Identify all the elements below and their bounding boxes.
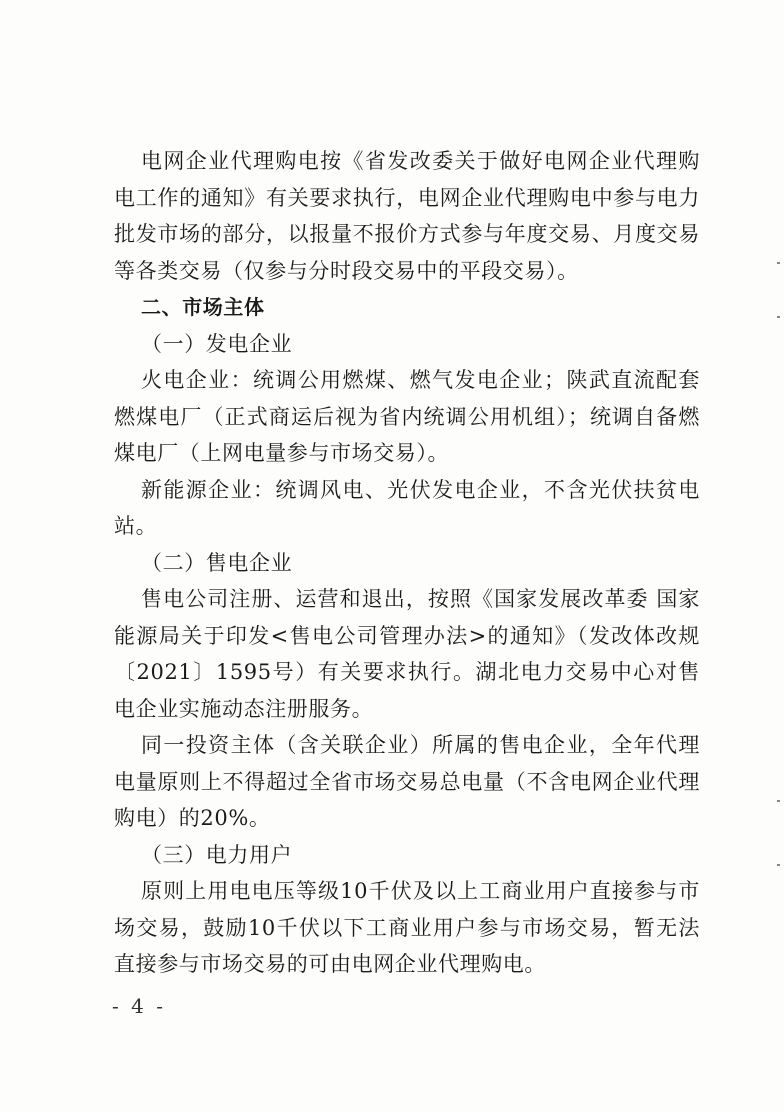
- document-body: [114, 143, 700, 983]
- paragraph-retail-cap: 同一投资主体（含关联企业）所属的售电企业，全年代理电量原则上不得超过全省市场交易总电量（不含电网企业代理购电）的20%。: [114, 733, 700, 830]
- paragraph-new-energy: 新能源企业：统调风电、光伏发电企业，不含光伏扶贫电站。: [114, 477, 700, 538]
- scan-edge-mark: [777, 864, 780, 866]
- scan-edge-mark: [777, 316, 780, 318]
- scan-edge-mark: [777, 262, 780, 264]
- paragraph-thermal-power: 火电企业：统调公用燃煤、燃气发电企业；陕武直流配套燃煤电厂（正式商运后视为省内统调公用机组）；统调自备燃煤电厂（上网电量参与市场交易）。: [114, 368, 700, 465]
- scan-edge-mark: [777, 800, 780, 802]
- paragraph-retail-registration: 售电公司注册、运营和退出，按照《国家发展改革委 国家能源局关于印发<售电公司管理办法>的通知》（发改体改规〔2021〕1595号）有关要求执行。湖北电力交易中心对售电企业实施动态注册服务。: [114, 587, 700, 721]
- section-heading-market-entities: 二、市场主体: [141, 295, 265, 319]
- paragraph-agency-purchase: 电网企业代理购电按《省发改委关于做好电网企业代理购电工作的通知》有关要求执行，电网企业代理购电中参与电力批发市场的部分，以报量不报价方式参与年度交易、月度交易等各类交易（仅参与分时段交易中的平段交易）。: [114, 149, 700, 283]
- subsection-heading-retail: （二）售电企业: [141, 550, 293, 575]
- subsection-heading-users: （三）电力用户: [141, 842, 293, 867]
- page-number: - 4 -: [112, 994, 166, 1018]
- paragraph-users: 原则上用电电压等级10千伏及以上工商业用户直接参与市场交易，鼓励10千伏以下工商业用户参与市场交易，暂无法直接参与市场交易的可由电网企业代理购电。: [114, 879, 700, 976]
- subsection-heading-generation: （一）发电企业: [141, 331, 293, 356]
